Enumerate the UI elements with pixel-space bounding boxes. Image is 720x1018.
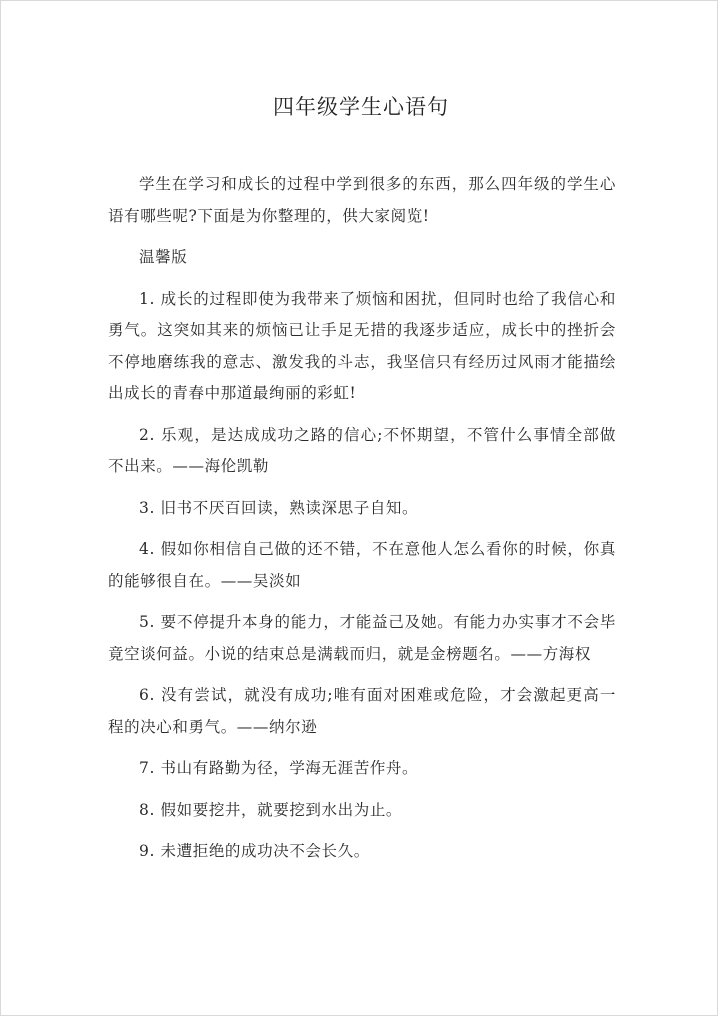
list-item: 8. 假如要挖井，就要挖到水出为止。	[139, 800, 403, 819]
section-label: 温馨版	[139, 248, 188, 266]
list-item: 5. 要不停提升本身的能力，才能益己及她。有能力办实事才不会毕竟空谈何益。小说的结束总是满载而归，就是金榜题名。——方海权	[108, 613, 616, 663]
list-item: 9. 未遭拒绝的成功决不会长久。	[139, 842, 370, 860]
document-body	[108, 169, 616, 878]
list-item: 1. 成长的过程即使为我带来了烦恼和困扰，但同时也给了我信心和勇气。这突如其来的烦恼已让手足无措的我逐步适应，成长中的挫折会不停地磨练我的意志、激发我的斗志，我坚信只有经历过风雨才能描绘出成长的青春中那道最绚丽的彩虹!	[108, 289, 616, 402]
list-item: 2. 乐观，是达成成功之路的信心;不怀期望，不管什么事情全部做不出来。——海伦凯勒	[108, 425, 616, 475]
intro-paragraph: 学生在学习和成长的过程中学到很多的东西，那么四年级的学生心语有哪些呢?下面是为你整理的，供大家阅览!	[108, 175, 616, 225]
list-item: 6. 没有尝试，就没有成功;唯有面对困难或危险，才会激起更高一程的决心和勇气。——纳尔逊	[108, 686, 616, 736]
list-item: 4. 假如你相信自己做的还不错，不在意他人怎么看你的时候，你真的能够很自在。——吴淡如	[108, 540, 616, 590]
list-item: 3. 旧书不厌百回读，熟读深思子自知。	[139, 498, 419, 517]
document-title: 四年级学生心语句	[273, 95, 449, 119]
list-item: 7. 书山有路勤为径，学海无涯苦作舟。	[139, 759, 419, 777]
